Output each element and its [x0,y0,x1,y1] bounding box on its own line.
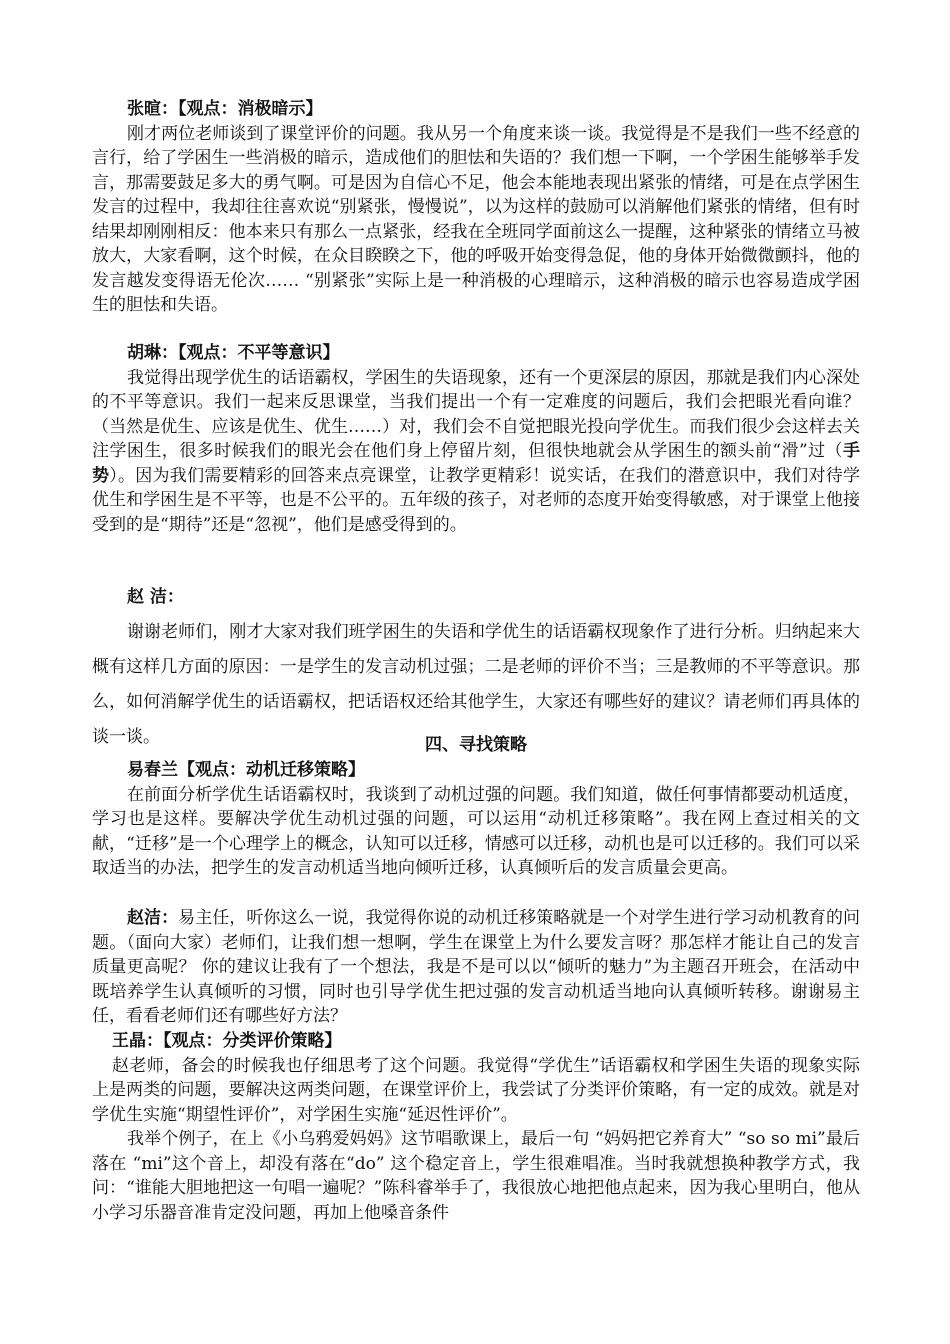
paragraph: 我举个例子，在上《小乌鸦爱妈妈》这节唱歌课上，最后一句 “妈妈把它养育大” “so so mi”最后落在 “mi”这个音上，却没有落在“do” 这个稳定音上，学生很难唱准。当时我就想换种教学方式，我问：“谁能大胆地把这一句唱一遍呢？”陈科睿举手了，我很放心地把他点起来，因为我心里明白，他从小学习乐器音准肯定没问题，再加上他嗓音条件 [92,1129,860,1223]
speaker-heading [92,341,860,366]
viewpoint-label: 【观点：不平等意识】 [178,343,340,363]
paragraph-text: 易主任，听你这么一说，我觉得你说的动机迁移策略就是一个对学生进行学习动机教育的问题。（面向大家）老师们，让我们想一想啊，学生在课堂上为什么要发言呀？那怎样才能让自己的发言质量更高呢？ 你的建议让我有了一个想法，我是不是可以以“倾听的魅力”为主题召开班会，在活动中既培养学生认真倾听的习惯，同时也引导学优生把过强的发言动机适当地向认真倾听转移。谢谢易主任，看看老师们还有哪些好方法？ [92,908,861,1026]
viewpoint-label: 【观点：动机迁移策略】 [178,760,365,780]
gesture-note: 手势 [92,441,860,486]
paragraph-text: 我觉得出现学优生的话语霸权，学困生的失语现象，还有一个更深层的原因，那就是我们内心深处的不平等意识。我们一起来反思课堂，当我们提出一个有一定难度的问题后，我们会把眼光看向谁？（当然是优生、应该是优生、优生……）对，我们会不自觉把眼光投向学优生。而我们很少会这样去关注学困生，很多时候我们的眼光会在他们身上停留片刻，但很快地就会从学困生的额头前“滑”过（ [92,367,860,461]
viewpoint-label: 【观点：分类评价策略】 [163,1031,342,1051]
speaker-heading [92,97,860,122]
paragraph: 在前面分析学优生话语霸权时，我谈到了动机过强的问题。我们知道，做任何事情都要动机适度，学习也是这样。要解决学优生动机过强的问题，可以运用“动机迁移策略”。我在网上查过相关的文献，“迁移”是一个心理学上的概念，认知可以迁移，情感可以迁移，动机也是可以迁移的。我们可以采取适当的办法，把学生的发言动机适当地向倾听迁移，认真倾听后的发言质量会更高。 [92,784,860,878]
section-title-block [92,733,860,758]
section-hu-lin [92,341,860,537]
paragraph-text: ）。因为我们需要精彩的回答来点亮课堂，让教学更精彩！说实话，在我们的潜意识中，我们对待学优生和学困生是不平等，也是不公平的。五年级的孩子，对老师的态度开始变得敏感，对于课堂上他接受到的是“期待”还是“忽视”，他们是感受得到的。 [92,465,861,535]
speaker-name: 赵洁： [127,908,179,928]
speaker-name: 赵 洁： [127,587,184,607]
paragraph [92,366,860,538]
speaker-name: 易春兰 [127,760,178,780]
section-yi-chunlan [92,758,860,881]
paragraph: 刚才两位老师谈到了课堂评价的问题。我从另一个角度来谈一谈。我觉得是不是我们一些不经意的言行，给了学困生一些消极的暗示，造成他们的胆怯和失语的？我们想一下啊，一个学困生能够举手发言，那需要鼓足多大的勇气啊。可是因为自信心不足，他会本能地表现出紧张的情绪，可是在点学困生发言的过程中，我却往往喜欢说“别紧张，慢慢说”，以为这样的鼓励可以消解他们紧张的情绪，但有时结果却刚刚相反：他本来只有那么一点紧张，经我在全班同学面前这么一提醒，这种紧张的情绪立马被放大，大家看啊，这个时候，在众目睽睽之下，他的呼吸开始变得急促，他的身体开始微微颤抖，他的发言越发变得语无伦次…… “别紧张”实际上是一种消极的心理暗示，这种消极的暗示也容易造成学困生的胆怯和失语。 [92,123,860,315]
speaker-name: 张暄： [127,99,178,119]
section-zhao-jie-2 [92,906,860,1029]
section-title: 四、寻找策略 [425,735,527,755]
paragraph: 谢谢老师们，刚才大家对我们班学困生的失语和学优生的话语霸权现象作了进行分析。归纳起来大概有这样几方面的原因：一是学生的发言动机过强；二是老师的评价不当；三是教师的不平等意识。那么，如何消解学优生的话语霸权，把话语权还给其他学生，大家还有哪些好的建议？请老师们再具体的谈一谈。 [92,622,860,747]
speaker-heading [92,1029,860,1054]
section-zhang-xuan [92,97,860,318]
speaker-heading [92,758,860,783]
paragraph [92,906,860,1029]
section-wang-jing [92,1029,860,1225]
speaker-name: 王晶： [112,1031,163,1051]
section-zhao-jie [92,580,860,755]
speaker-name: 胡琳： [127,343,178,363]
paragraph: 赵老师，备会的时候我也仔细思考了这个问题。我觉得“学优生”话语霸权和学困生失语的现象实际上是两类的问题，要解决这两类问题，在课堂评价上，我尝试了分类评价策略，有一定的成效。就是对学优生实施“期望性评价”，对学困生实施“延迟性评价”。 [92,1055,860,1125]
viewpoint-label: 【观点：消极暗示】 [178,99,323,119]
